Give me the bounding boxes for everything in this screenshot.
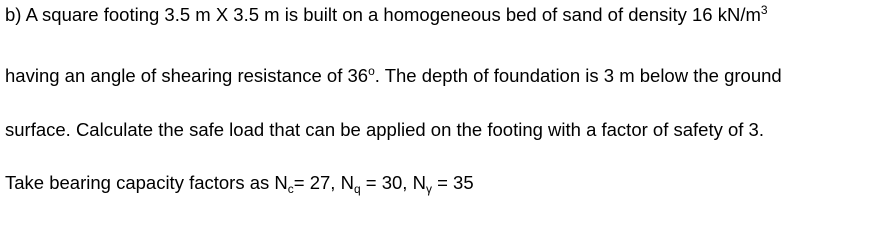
question-line-3-text: surface. Calculate the safe load that can be applied on the footing with a factor of safety of 3. <box>5 119 764 140</box>
cubic-unit-superscript: 3 <box>760 3 768 17</box>
question-line-3 <box>5 121 764 140</box>
ngamma-value: = 35 <box>431 172 474 193</box>
question-line-2-text-before: having an angle of shearing resistance of 36 <box>5 65 369 86</box>
bearing-factors-intro: Take bearing capacity factors as N <box>5 172 288 193</box>
degree-superscript: o <box>368 64 375 78</box>
nc-value: = 27, N <box>293 172 354 193</box>
question-line-4 <box>5 172 474 196</box>
nc-subscript: c <box>287 182 294 196</box>
question-line-1 <box>5 3 768 25</box>
question-line-1-text: b) A square footing 3.5 m X 3.5 m is built on a homogeneous bed of sand of density 16 kN/m <box>5 4 761 25</box>
ngamma-subscript: γ <box>425 182 432 196</box>
question-line-2-text-after: . The depth of foundation is 3 m below the ground <box>374 65 782 86</box>
nq-value: = 30, N <box>360 172 426 193</box>
nq-subscript: q <box>353 182 361 196</box>
question-line-2 <box>5 64 782 86</box>
